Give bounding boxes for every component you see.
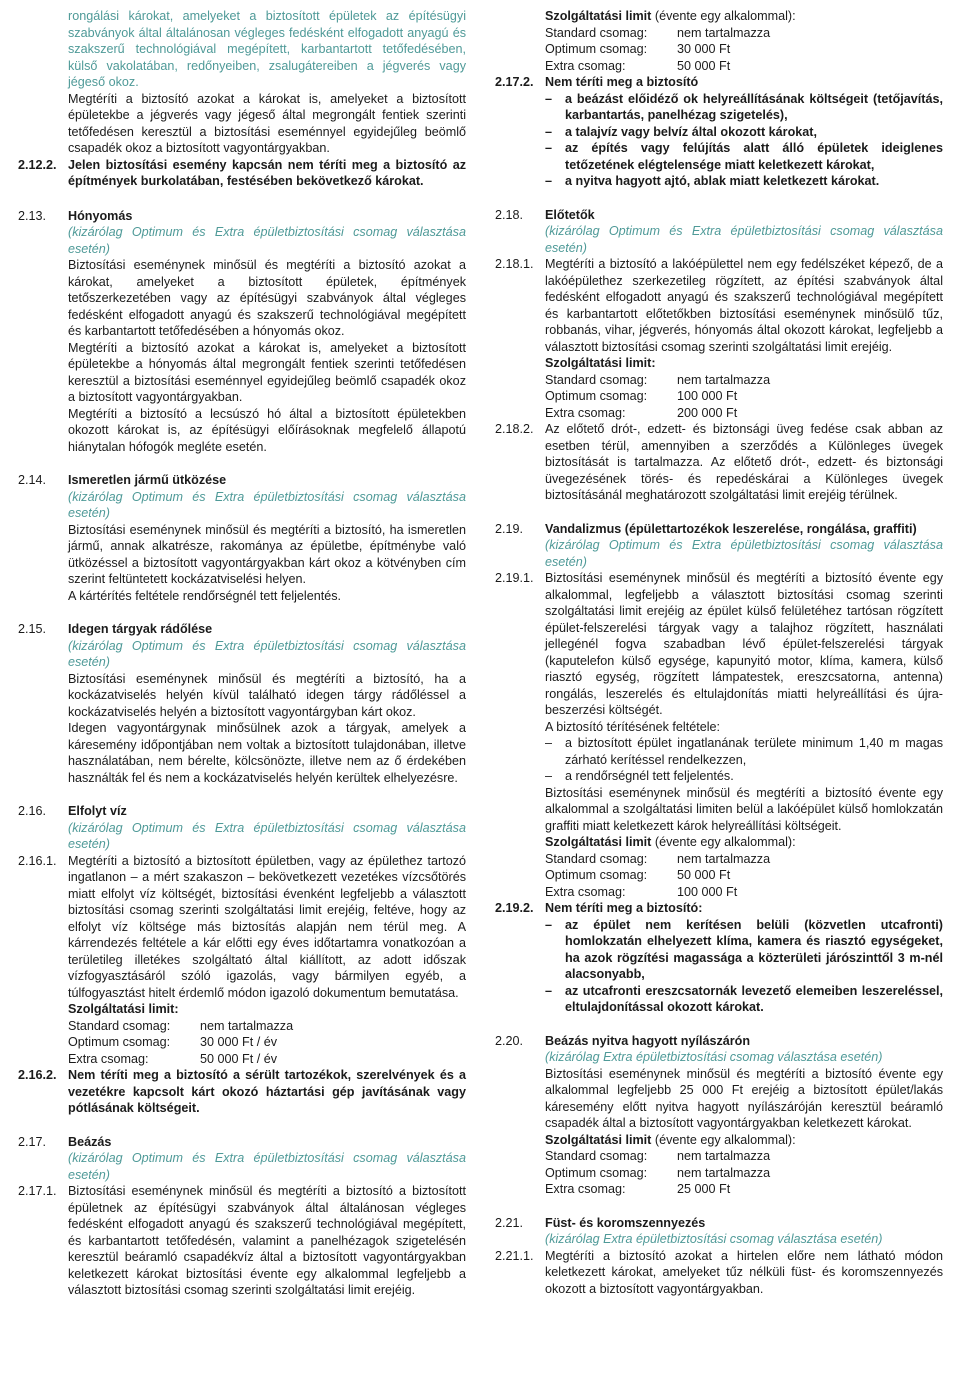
list-item: a biztosított épület ingatlanának területe minimum 1,40 m magas zárható kerítéssel rendelkezzen,	[565, 736, 943, 767]
limit-value: 100 000 Ft	[677, 389, 738, 403]
section-number: 2.20.	[495, 1033, 524, 1048]
limit-value: 100 000 Ft	[677, 884, 738, 899]
section-subtitle: (kizárólag Optimum és Extra épületbiztosítási csomag választása esetén)	[68, 820, 466, 851]
limit-value: 200 000 Ft	[677, 405, 738, 420]
limit-suffix: (évente egy alkalommal):	[651, 1132, 796, 1147]
limit-title: Szolgáltatási limit	[545, 9, 652, 23]
section-number: 2.19.2.	[495, 901, 534, 915]
section-number: 2.18.1.	[495, 257, 534, 271]
section-subtitle: (kizárólag Optimum és Extra épületbiztosítási csomag választása esetén)	[68, 489, 466, 520]
list-item: a talajvíz vagy belvíz által okozott károkat,	[565, 124, 817, 139]
section-number: 2.17.1.	[18, 1184, 57, 1198]
paragraph: Megtéríti a biztosító azokat a károkat is, amelyeket a biztosított épületekbe a jégverés vagy jégeső által megrongált fentiek szerinti tetőfedésen keresztül a biztosítási eseménnyel egyidejűleg beömlő csapadék okoz a biztosított vagyontárgyakban.	[68, 91, 466, 155]
limit-value: 30 000 Ft	[677, 42, 731, 56]
section-title: Vandalizmus (épülettartozékok leszerelése, rongálása, graffiti)	[545, 521, 917, 536]
paragraph: Biztosítási eseménynek minősül és megtéríti a biztosító, ha a kockázatviselés helyén kívül található idegen tárgy rádőléssel a kockázatviselés helyén a biztosított vagyontárgyban kárt okoz.	[68, 671, 466, 719]
limit-package: Optimum csomag:	[68, 1035, 171, 1049]
left-column	[18, 8, 466, 1299]
limit-package: Standard csomag:	[68, 1018, 171, 1033]
section-title: Beázás nyitva hagyott nyílászárón	[545, 1033, 751, 1048]
section-number: 2.12.2.	[18, 157, 57, 172]
list-item: az épület nem kerítésen belüli (közvetlen utcafronti) homlokzatán elhelyezett klíma, kamera és riasztó egységeket, ha azok rögzítési magassága a közterületi járószinttől 3 m-nél alacsonyabb,	[565, 917, 943, 981]
limit-suffix: (évente egy alkalommal):	[651, 9, 796, 23]
section-number: 2.17.	[18, 1134, 47, 1149]
paragraph: Megtéríti a biztosító a lakóépülettel nem egy fedélszéket képező, de a lakóépülethez szerkezetileg rögzített, az építési szabványok által fedésként elfogadott anyagú és szakszerű technológiával megépített és karbantartott előtetőkben biztosítási eseménynek minősülő tűz, robbanás, vihar, jégverés, hónyomás által okozott károkat, legfeljebb a választott biztosítási csomag szerinti szolgáltatási limit erejéig.	[545, 257, 943, 354]
paragraph: Biztosítási eseménynek minősül és megtéríti a biztosító évente egy alkalommal, legfeljebb a választott biztosítási csomag szerinti szolgáltatási limit erejéig az épület külső felületéhez tartósan rögzített épület-felszerelési tárgyak vagy a talajhoz rögzített, használati jellegénél fogva szabadban lévő épület-felszerelési tárgyak (kaputelefon külső egysége, kapunyitó motor, klíma, kamera, külső riasztó egység, rögzített lámpatestek, ereszcsatorna, antenna) rongálás, leszerelés és eltulajdonítás miatti helyreállítási és újra-beszerzési költségét.	[545, 571, 943, 717]
section-number: 2.16.	[18, 804, 47, 818]
section-2-20	[495, 1033, 943, 1198]
section-number: 2.16.2.	[18, 1068, 57, 1082]
section-2-15	[18, 621, 466, 786]
section-number: 2.21.	[495, 1215, 524, 1230]
limit-title: Szolgáltatási limit	[545, 1132, 652, 1147]
limit-value: 50 000 Ft	[677, 868, 731, 882]
list-item: az utcafronti ereszcsatornák levezető elemeiben leszereléssel, eltulajdonítással okozott károkat.	[565, 983, 943, 1014]
section-title: Ismeretlen jármű ütközése	[68, 473, 227, 487]
list-item: a nyitva hagyott ajtó, ablak miatt keletkezett károkat.	[565, 174, 880, 188]
limit-package: Standard csomag:	[545, 1149, 648, 1163]
section-text: Jelen biztosítási esemény kapcsán nem téríti meg a biztosító az építmények burkolatában, festésében bekövetkező károkat.	[68, 157, 466, 188]
section-text: Nem téríti meg a biztosító a sérült tartozékok, szerelvények és a vezetékre kapcsolt kárt okozó háztartási gép javításának vagy pótlásának költségeit.	[68, 1068, 466, 1115]
section-2-17-2: 2.17.2. Nem téríti meg a biztosító – a beázást előidéző ok helyreállításának költségeit (tetőjavítás, karbantartás, panelhézag szigetelés), – a talajvíz vagy belvíz által okozott károkat, – az építés vagy felújítás alatt álló épületek ideiglenes tetőzetének elégtelensége miatt keletkezett károkat, – a nyitva hagyott ajtó, ablak miatt keletkezett károkat.	[495, 75, 943, 188]
section-number: 2.17.2.	[495, 75, 534, 89]
list-item: az építés vagy felújítás alatt álló épületek ideiglenes tetőzetének elégtelensége miatt keletkezett károkat,	[565, 141, 943, 172]
limit-value: nem tartalmazza	[200, 1018, 294, 1033]
limit-title: Szolgáltatási limit:	[545, 356, 656, 370]
section-2-14	[18, 472, 466, 604]
section-number: 2.13.	[18, 208, 47, 223]
paragraph: A kártérítés feltétele rendőrségnél tett feljelentés.	[68, 588, 342, 603]
paragraph: Biztosítási eseménynek minősül és megtéríti a biztosító, ha ismeretlen jármű, annak alkatrésze, rakománya az épületbe, építménybe való ütközéssel a biztosított vagyontárgyakban kárt okoz a kötvényben cím szerint feltüntetett kockázatviselési helyen.	[68, 522, 466, 586]
section-number: 2.14.	[18, 473, 47, 487]
section-number: 2.19.1.	[495, 571, 534, 585]
limit-package: Optimum csomag:	[545, 868, 648, 882]
limit-package: Extra csomag:	[545, 58, 626, 73]
section-subtitle: (kizárólag Optimum és Extra épületbiztosítási csomag választása esetén)	[545, 224, 943, 255]
limit-package: Optimum csomag:	[545, 389, 648, 403]
section-number: 2.19.	[495, 521, 524, 536]
limit-package: Standard csomag:	[545, 372, 648, 387]
limit-package: Standard csomag:	[545, 851, 648, 866]
section-title: Előtetők	[545, 207, 595, 222]
limit-value: nem tartalmazza	[677, 25, 771, 40]
section-2-16	[18, 803, 466, 1117]
section-2-17	[18, 1134, 466, 1299]
limit-package: Extra csomag:	[545, 884, 626, 899]
paragraph: Biztosítási eseménynek minősül és megtéríti a biztosító a biztosított épületnek az építésügyi szabványok által általánosan végleges fedésként elfogadott anyagú és szakszerű technológiával megépített, és karbantartott tetőfedésén, valamint a panelhézagok szigetelésén keresztül beáramló csapadékvíz által a biztosított vagyontárgyakban keletkezett károkat biztosítási évente egy alkalommal legfeljebb a választott biztosítási csomag szerinti szolgáltatási limit erejéig.	[68, 1184, 466, 1297]
paragraph: Megtéríti a biztosító azokat a károkat is, amelyeket a biztosított épületekbe a hónyomás által megrongált fentiek szerinti tetőfedésen keresztül a biztosítási eseménnyel egyidejűleg beömlő csapadék okoz a biztosított vagyontárgyakban.	[68, 340, 466, 404]
section-subtitle: (kizárólag Optimum és Extra épületbiztosítási csomag választása esetén)	[68, 638, 466, 669]
list-item: a beázást előidéző ok helyreállításának költségeit (tetőjavítás, karbantartás, panelhézag szigetelés),	[565, 91, 943, 122]
section-2-21	[495, 1215, 943, 1298]
section-title: Hónyomás	[68, 208, 133, 223]
limit-value: nem tartalmazza	[677, 1149, 771, 1163]
right-column	[495, 8, 943, 1297]
list-item: a rendőrségnél tett feljelentés.	[565, 769, 734, 783]
limit-package: Extra csomag:	[545, 405, 626, 420]
limit-value: nem tartalmazza	[677, 372, 771, 387]
paragraph: Idegen vagyontárgynak minősülnek azok a tárgyak, amelyek a káresemény időpontjában nem voltak a biztosított tulajdonában, illetve használatában, nem bérelte, kölcsönözte, illetve nem az ő érdekében használták fel és nem a kockázatviselés helyén kerültek elhelyezésre.	[68, 721, 466, 785]
limit-package: Optimum csomag:	[545, 42, 648, 56]
limit-value: nem tartalmazza	[677, 1165, 771, 1180]
limit-value: 25 000 Ft	[677, 1182, 731, 1196]
section-title: Idegen tárgyak rádőlése	[68, 622, 213, 636]
limit-value: nem tartalmazza	[677, 851, 771, 866]
section-title: Elfolyt víz	[68, 804, 127, 818]
section-2-12-2	[18, 157, 466, 190]
section-2-18	[495, 207, 943, 504]
paragraph: Megtéríti a biztosító a lecsúszó hó által a biztosított épületekben okozott károkat is, az építésügyi előírásoknak megfelelő állapotú hiánytalan hófogók megléte esetén.	[68, 406, 466, 454]
section-2-19: 2.19. Vandalizmus (épülettartozékok leszerelése, rongálása, graffiti) (kizárólag Optimum és Extra épületbiztosítási csomag választása esetén) 2.19.1. Biztosítási eseménynek minősül és megtéríti a biztosító évente egy alkalommal, legfeljebb a választott biztosítási csomag szerinti szolgáltatási limit erejéig az épület külső felületéhez tartósan rögzített épület-felszerelési tárgyak vagy a talajhoz rögzített, használati jellegénél fogva szabadban lévő épület-felszerelési tárgyak (kaputelefon külső egysége, kapunyitó motor, klíma, kamera, külső riasztó egység, rögzített lámpatestek, ereszcsatorna, antenna) rongálás, leszerelés és eltulajdonítás miatti helyreállítási és újra-beszerzési költségét. A biztosító térítésének feltétele: – a biztosított épület ingatlanának területe minimum 1,40 m magas zárható kerítéssel rendelkezzen, – a rendőrségnél tett feljelentés. Biztosítási eseménynek minősül és megtéríti a biztosító évente egy alkalommal a szolgáltatási limiten belül a lakóépület külső homlokzatán graffiti miatt keletkezett károk helyreállítási költségeit. Szolgáltatási limit (évente egy alkalommal): Standard csomag: nem tartalmazza Optimum csomag: 50 000 Ft Extra csomag: 100 000 Ft 2.19.2. Nem téríti meg a biztosító: – az épület nem kerítésen belüli (közvetlen utcafronti) homlokzatán elhelyezett klíma, kamera és riasztó egységeket, ha azok rögzítési magassága a közterületi járószinttől 3 m-nél alacsonyabb, – az utcafronti ereszcsatornák levezető elemeiben leszereléssel, eltulajdonítással okozott károkat.	[495, 521, 943, 1014]
limit-title: Szolgáltatási limit	[545, 835, 652, 849]
limit-package: Standard csomag:	[545, 25, 648, 40]
paragraph: Megtéríti a biztosító azokat a hirtelen előre nem látható módon keletkezett károkat, amelyeket tűz nélküli füst- és koromszennyezés okozott a biztosított vagyontárgyakban.	[545, 1248, 943, 1296]
limit-package: Extra csomag:	[68, 1051, 149, 1066]
paragraph: Biztosítási eseménynek minősül és megtéríti a biztosító évente egy alkalommal a szolgáltatási limiten belül a lakóépület külső homlokzatán graffiti miatt keletkezett károk helyreállítási költségeit.	[545, 785, 943, 833]
section-subtitle: (kizárólag Optimum és Extra épületbiztosítási csomag választása esetén)	[68, 1151, 466, 1182]
paragraph: Megtéríti a biztosító a biztosított épületben, vagy az épülethez tartozó ingatlanon – a mért szakaszon – bekövetkezett vezetékes vízcsőtörés miatt elfolyt víz költségét, biztosítási évenként legfeljebb a választott biztosítási csomag szerinti szolgáltatási limit erejéig, feltéve, hogy az elfolyt víz költsége más biztosítás alapján nem térül meg. A kárrendezés feltétele a kár előtti egy éves időtartamra vonatkozóan a területileg illetékes szolgáltató által kiállított, az adott időszak vízfogyasztásáról szóló igazolás, vagy bármilyen egyéb, a túlfogyasztást hitelt érdemlő módon igazoló dokumentum bemutatása.	[68, 853, 466, 1000]
section-number: 2.21.1.	[495, 1248, 534, 1263]
section-number: 2.16.1.	[18, 853, 57, 868]
limit-package: Extra csomag:	[545, 1182, 626, 1196]
section-subtitle: (kizárólag Extra épületbiztosítási csomag választása esetén)	[545, 1050, 883, 1064]
section-number: 2.18.	[495, 207, 524, 222]
paragraph: Biztosítási eseménynek minősül és megtéríti a biztosító azokat a károkat, amelyeket a biztosított épületek, építmények tetőszerkezetében vagy az építésügyi szabványok által végleges fedésként elfogadott anyagú és szakszerű technológiával megépített és karbantartott tetőfedésében a hónyomás okoz.	[68, 258, 466, 338]
limit-title: Szolgáltatási limit:	[68, 1002, 179, 1016]
paragraph: Biztosítási eseménynek minősül és megtéríti a biztosító évente egy alkalommal legfeljebb 25 000 Ft erejéig a biztosított épület/lakás káresemény előtt nyitva hagyott nyílászáróján keresztül beáramló csapadék által a biztosított vagyontárgyakban keletkezett károkat.	[545, 1066, 943, 1130]
limit-package: Optimum csomag:	[545, 1165, 648, 1180]
paragraph: rongálási károkat, amelyeket a biztosított épületek az építésügyi szabványok által általánosan végleges fedésként elfogadott anyagú és szakszerű technológiával megépített, karbantartott tetőfedésében, külső vakolatában, redőnyeiben, zsalugátereiben a jégverés vagy jégeső okoz.	[68, 9, 466, 89]
paragraph: A biztosító térítésének feltétele:	[545, 719, 721, 734]
section-number: 2.18.2.	[495, 422, 534, 436]
paragraph: Az előtető drót-, edzett- és biztonsági üveg fedése csak abban az esetben térül, amennyiben a szerződés a Különleges üvegek biztosítását is tartalmazza. Az előtető drót-, edzett- és biztonsági üvegezésének törés- és repedéskárai a Különleges üvegek biztosításánál meghatározott szolgáltatási limit erejéig térülnek.	[545, 422, 943, 502]
section-title: Füst- és koromszennyezés	[545, 1215, 706, 1230]
section-text: Nem téríti meg a biztosító:	[545, 901, 703, 915]
section-subtitle: (kizárólag Extra épületbiztosítási csomag választása esetén)	[545, 1232, 883, 1246]
limit-suffix: (évente egy alkalommal):	[651, 835, 796, 849]
limit-value: 30 000 Ft / év	[200, 1035, 278, 1049]
section-number: 2.15.	[18, 622, 47, 636]
section-text: Nem téríti meg a biztosító	[545, 75, 699, 89]
section-title: Beázás	[68, 1134, 112, 1149]
limit-value: 50 000 Ft / év	[200, 1051, 278, 1066]
section-subtitle: (kizárólag Optimum és Extra épületbiztosítási csomag választása esetén)	[68, 225, 466, 256]
section-2-13	[18, 208, 466, 456]
section-subtitle: (kizárólag Optimum és Extra épületbiztosítási csomag választása esetén)	[545, 538, 943, 569]
limit-value: 50 000 Ft	[677, 58, 731, 73]
